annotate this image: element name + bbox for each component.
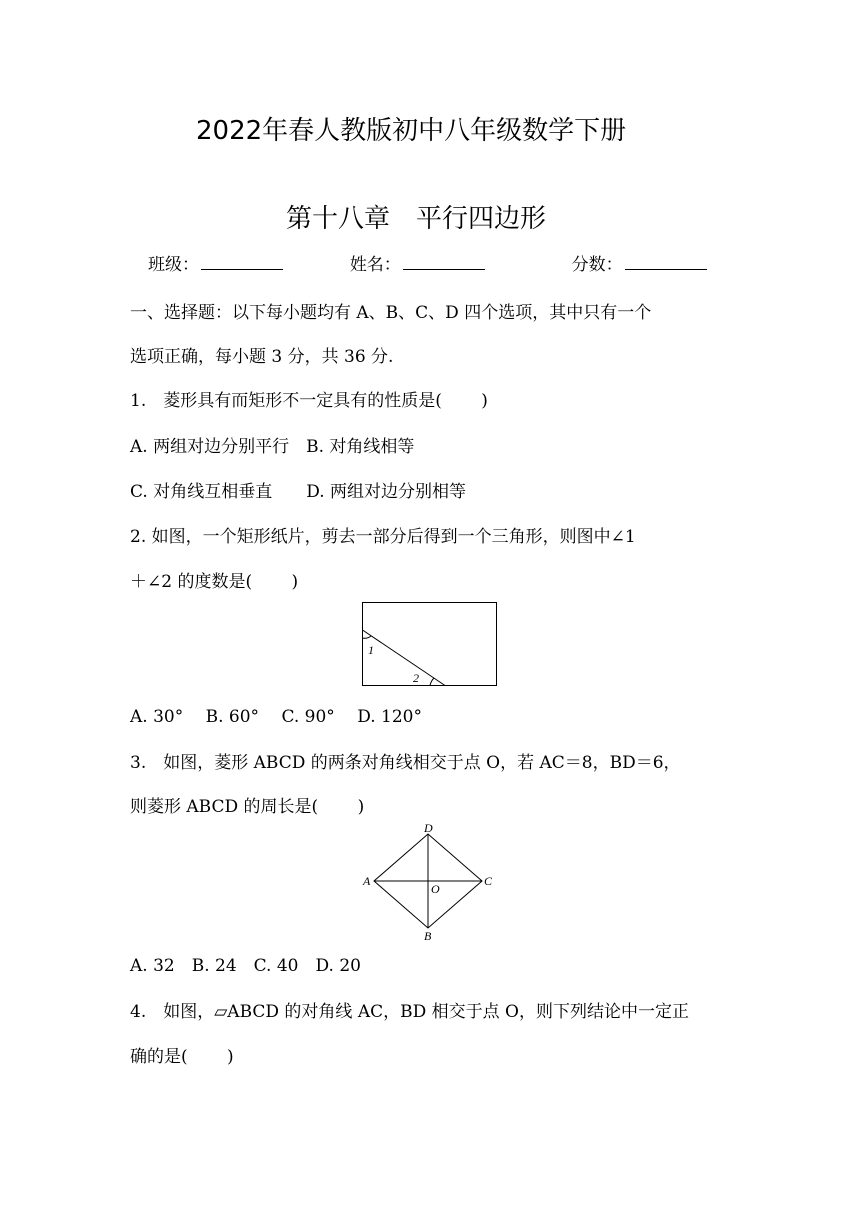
q2-rectangle-figure [360,600,500,688]
q1-options-cd: C. 对角线互相垂直 D. 两组对边分别相等 [130,482,467,502]
class-blank[interactable] [201,253,283,270]
page-title: 2022年春人教版初中八年级数学下册 [196,116,627,146]
q2-options: A. 30° B. 60° C. 90° D. 120° [130,707,422,727]
angle1-label: 1 [368,643,374,657]
name-blank[interactable] [403,253,485,270]
q3-options: A. 32 B. 24 C. 40 D. 20 [130,956,361,976]
class-label: 班级： [148,255,199,275]
vertex-a-label: A [363,874,371,888]
q2-stem-line1: 2. 如图，一个矩形纸片，剪去一部分后得到一个三角形，则图中∠1 [130,527,636,547]
section-instruction-line1: 一、选择题：以下每小题均有 A、B、C、D 四个选项，其中只有一个 [130,303,652,323]
angle2-label: 2 [413,671,419,685]
info-row [148,250,707,275]
q1-options-ab: A. 两组对边分别平行 B. 对角线相等 [130,437,415,457]
angle1-arc [363,636,372,638]
chapter-title: 第十八章 平行四边形 [286,204,547,234]
angle2-arc [430,678,434,686]
vertex-b-label: B [424,929,432,943]
q4-stem-line2: 确的是( ) [130,1047,234,1067]
score-blank[interactable] [625,253,707,270]
cut-line [363,630,446,686]
vertex-d-label: D [424,821,433,835]
name-label: 姓名： [349,255,401,275]
vertex-c-label: C [484,874,493,888]
center-o-label: O [431,882,440,896]
q4-stem-line1: 4. 如图，▱ABCD 的对角线 AC，BD 相交于点 O，则下列结论中一定正 [130,1002,689,1022]
q1-stem: 1. 菱形具有而矩形不一定具有的性质是( ) [130,391,488,411]
q2-stem-line2: ＋∠2 的度数是( ) [130,572,299,592]
q3-stem-line1: 3. 如图，菱形 ABCD 的两条对角线相交于点 O，若 AC＝8，BD＝6， [130,753,681,773]
q3-rhombus-figure [358,818,498,944]
section-instruction-line2: 选项正确，每小题 3 分，共 36 分. [130,347,394,367]
score-label: 分数： [571,255,623,275]
q3-stem-line2: 则菱形 ABCD 的周长是( ) [130,797,365,817]
